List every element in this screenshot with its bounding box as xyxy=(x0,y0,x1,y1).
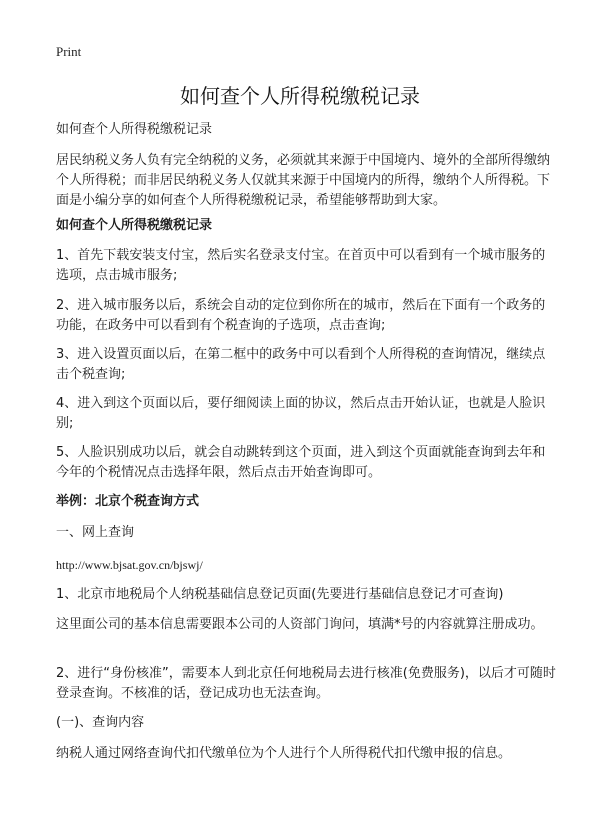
print-label: Print xyxy=(56,44,82,59)
subtitle: 如何查个人所得税缴税记录 xyxy=(56,122,213,137)
item-1-note: 这里面公司的基本信息需要跟本公司的人资部门询问，填满*号的内容就算注册成功。 xyxy=(56,617,544,632)
example-heading: 举例：北京个税查询方式 xyxy=(56,494,200,509)
page-title: 如何查个人所得税缴税记录 xyxy=(180,84,420,108)
step-5: 5、人脸识别成功以后，就会自动跳转到这个页面，进入到这个页面就能查询到去年和今年的个税情况点击选择年限，然后点击开始查询即可。 xyxy=(56,445,546,480)
online-heading: 一、网上查询 xyxy=(56,525,135,540)
item-1: 1、北京市地税局个人纳税基础信息登记页面(先要进行基础信息登记才可查询) xyxy=(56,587,504,602)
item-2: 2、进行“身份核准”，需要本人到北京任何地税局去进行核准(免费服务)，以后才可随时登录查询。不核准的话，登记成功也无法查询。 xyxy=(56,666,556,701)
content-description: 纳税人通过网络查询代扣代缴单位为个人进行个人所得税代扣代缴申报的信息。 xyxy=(56,746,512,761)
bjsat-url: http://www.bjsat.gov.cn/bjswj/ xyxy=(56,558,203,572)
step-1: 1、首先下载安装支付宝，然后实名登录支付宝。在首页中可以看到有一个城市服务的选项，点击城市服务; xyxy=(56,248,546,283)
intro-paragraph: 居民纳税义务人负有完全纳税的义务，必须就其来源于中国境内、境外的全部所得缴纳个人所得税；而非居民纳税义务人仅就其来源于中国境内的所得，缴纳个人所得税。下面是小编分享的如何查个人所得税缴税记录，希望能够帮助到大家。 xyxy=(56,153,551,208)
section-heading: 如何查个人所得税缴税记录 xyxy=(56,218,213,233)
step-4: 4、进入到这个页面以后，要仔细阅读上面的协议，然后点击开始认证，也就是人脸识别; xyxy=(56,396,546,431)
step-3: 3、进入设置页面以后，在第二框中的政务中可以看到个人所得税的查询情况，继续点击个税查询; xyxy=(56,347,546,382)
step-2: 2、进入城市服务以后，系统会自动的定位到你所在的城市，然后在下面有一个政务的功能，在政务中可以看到有个税查询的子选项，点击查询; xyxy=(56,298,546,333)
sub-heading: (一)、查询内容 xyxy=(56,715,145,730)
